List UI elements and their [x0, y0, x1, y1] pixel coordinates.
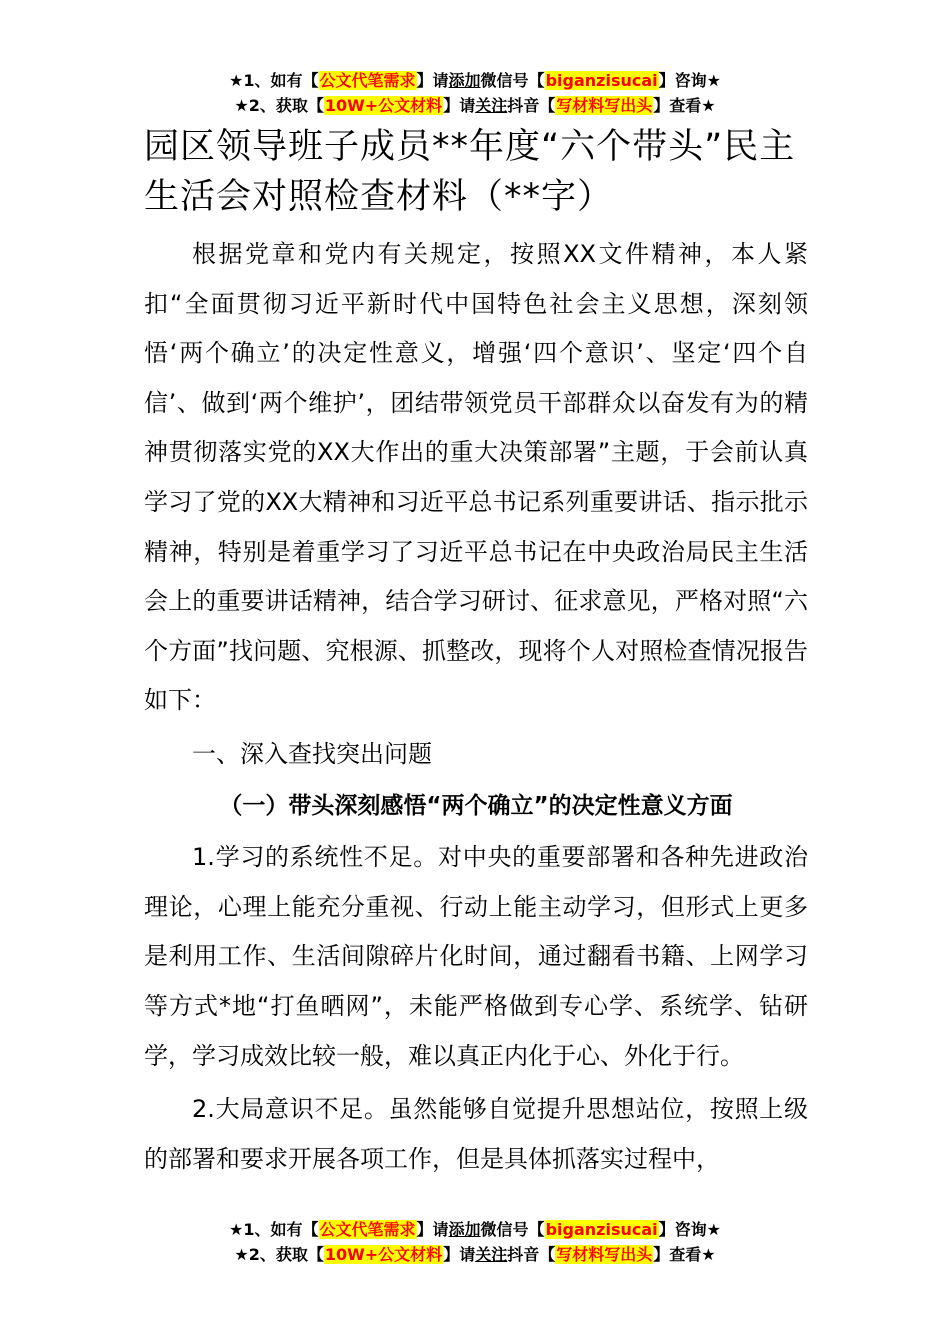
point-paragraph-1: 1.学习的系统性不足。对中央的重要部署和各种先进政治理论，心理上能充分重视、行动上能主动学习，但形式上更多是利用工作、生活间隙碎片化时间，通过翻看书籍、上网学习等方式*地“打鱼晒网”，未能严格做到专心学、系统学、钻研学，学习成效比较一般，难以真正内化于心、外化于行。 [144, 843, 808, 1070]
banner-text-underlined: 关注 [475, 96, 508, 115]
document-title: 园区领导班子成员**年度“六个带头”民主生活会对照检查材料（**字） [144, 127, 796, 217]
highlight-ghostwriting: 公文代笔需求 [319, 71, 416, 90]
highlight-ghostwriting: 公文代笔需求 [319, 1220, 416, 1239]
banner-text: 微信号【 [480, 71, 545, 90]
highlight-wechat-id: biganzisucai [545, 71, 658, 90]
banner-text-underlined: 关注 [475, 1245, 508, 1264]
banner-text: ★2、获取【 [234, 1245, 324, 1264]
banner-line-2 [0, 1242, 950, 1267]
banner-text: 微信号【 [480, 1220, 545, 1239]
point-paragraph-2: 2.大局意识不足。虽然能够自觉提升思想站位，按照上级的部署和要求开展各项工作，但是具体抓落实过程中， [144, 1095, 808, 1173]
banner-text: ★1、如有【 [229, 71, 319, 90]
highlight-materials: 10W+公文材料 [324, 1245, 443, 1264]
subsection-heading: （一）带头深刻感悟“两个确立”的决定性意义方面 [219, 792, 733, 819]
banner-text-underlined: 添加 [448, 1220, 481, 1239]
banner-text: 】请 [443, 1245, 476, 1264]
banner-text: ★1、如有【 [229, 1220, 319, 1239]
banner-text: ★2、获取【 [234, 96, 324, 115]
banner-text: 抖音【 [507, 96, 556, 115]
footer-banner [0, 1217, 950, 1267]
highlight-douyin-id: 写材料写出头 [556, 96, 653, 115]
document-body [144, 122, 808, 1184]
banner-text: 】咨询★ [658, 71, 721, 90]
highlight-douyin-id: 写材料写出头 [556, 1245, 653, 1264]
banner-text: 】查看★ [653, 96, 716, 115]
highlight-materials: 10W+公文材料 [324, 96, 443, 115]
banner-text: 】咨询★ [658, 1220, 721, 1239]
banner-line-1 [0, 1217, 950, 1242]
banner-text: 】请 [443, 96, 476, 115]
highlight-wechat-id: biganzisucai [545, 1220, 658, 1239]
banner-text: 】请 [416, 71, 449, 90]
banner-text-underlined: 添加 [448, 71, 481, 90]
banner-line-2 [0, 93, 950, 118]
intro-paragraph: 根据党章和党内有关规定，按照XX文件精神，本人紧扣“全面贯彻习近平新时代中国特色社会主义思想，深刻领悟‘两个确立’的决定性意义，增强‘四个意识’、坚定‘四个自信’、做到‘两个维护’，团结带领党员干部群众以奋发有为的精神贯彻落实党的XX大作出的重大决策部署”主题，于会前认真学习了党的XX大精神和习近平总书记系列重要讲话、指示批示精神，特别是着重学习了习近平总书记在中央政治局民主生活会上的重要讲话精神，结合学习研讨、征求意见，严格对照“六个方面”找问题、究根源、抓整改，现将个人对照检查情况报告如下： [144, 240, 808, 715]
banner-text: 抖音【 [507, 1245, 556, 1264]
banner-text: 】查看★ [653, 1245, 716, 1264]
banner-text: 】请 [416, 1220, 449, 1239]
banner-line-1 [0, 68, 950, 93]
header-banner [0, 68, 950, 118]
section-heading: 一、深入查找突出问题 [192, 739, 432, 768]
